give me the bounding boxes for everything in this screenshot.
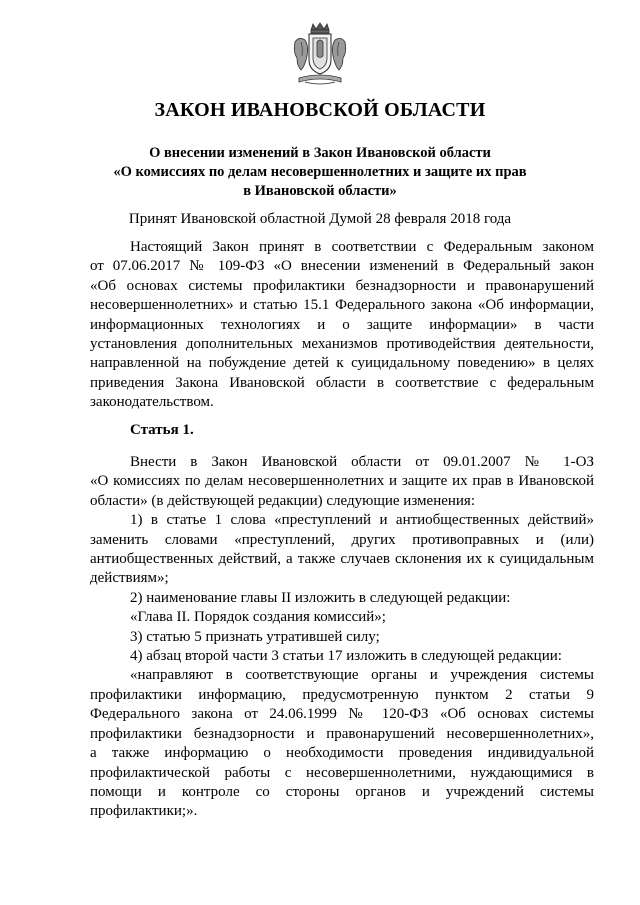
ivanovo-coat-of-arms-icon	[291, 22, 349, 90]
article-line: профилактики информацию, предусмотренную пунктом 2 статьи 9	[90, 686, 594, 703]
preamble-line: приведения Закона Ивановской области в соответствие с федеральным	[90, 374, 594, 391]
article-line: профилактики безнадзорности и правонарушений несовершеннолетних»,	[90, 725, 594, 742]
preamble-line: информационных технологиях и о защите информации» в части	[90, 316, 594, 333]
article-line: 4) абзац второй части 3 статьи 17 изложить в следующей редакции:	[130, 648, 562, 665]
law-subtitle	[90, 144, 550, 201]
article-line: действиям»;	[90, 570, 169, 587]
subtitle-line: в Ивановской области»	[243, 183, 397, 199]
article-line: Федерального закона от 24.06.1999 № 120-ФЗ «Об основах системы	[90, 706, 594, 723]
article-line: области» (в действующей редакции) следующие изменения:	[90, 492, 475, 509]
adoption-note: Принят Ивановской областной Думой 28 февраля 2018 года	[128, 211, 512, 227]
subtitle-line: О внесении изменений в Закон Ивановской области	[149, 145, 491, 161]
article-line: 2) наименование главы II изложить в следующей редакции:	[130, 589, 511, 606]
article-1-body	[90, 453, 594, 822]
article-line: профилактической работы с несовершеннолетними, нуждающимися в	[90, 764, 594, 781]
preamble-line: направленной на побуждение детей к суицидальному поведению» в целях	[90, 355, 594, 372]
preamble-line: несовершеннолетних» и статью 15.1 Федерального закона «Об информации,	[90, 297, 594, 314]
subtitle-line: «О комиссиях по делам несовершеннолетних и защите их прав	[113, 164, 527, 180]
article-line: помощи и контроле со стороны органов и учреждений системы	[90, 783, 594, 800]
article-line: «Глава II. Порядок создания комиссий»;	[130, 609, 386, 626]
preamble-line: установления дополнительных механизмов противодействия деятельности,	[90, 336, 594, 353]
article-line: антиобщественных действий, а также случаев склонения их к суицидальным	[90, 551, 594, 568]
article-line: 3) статью 5 признать утратившей силу;	[130, 628, 380, 645]
article-line: заменить словами «преступлений, других противоправных и (или)	[90, 531, 594, 548]
law-title: ЗАКОН ИВАНОВСКОЙ ОБЛАСТИ	[154, 99, 486, 121]
article-line: Внести в Закон Ивановской области от 09.01.2007 № 1-ОЗ	[130, 454, 594, 470]
article-line: «направляют в соответствующие органы и учреждения системы	[130, 667, 594, 684]
preamble-line: «Об основах системы профилактики безнадзорности и правонарушений	[90, 277, 594, 294]
article-line: а также информацию о необходимости проведения индивидуальной	[90, 745, 594, 762]
article-line: профилактики;».	[90, 803, 198, 820]
article-line: «О комиссиях по делам несовершеннолетних и защите их прав в Ивановской	[90, 473, 594, 490]
article-line: 1) в статье 1 слова «преступлений и антиобщественных действий»	[130, 512, 594, 529]
preamble	[90, 238, 594, 413]
preamble-line: от 07.06.2017 № 109-ФЗ «О внесении изменений в Федеральный закон	[90, 258, 594, 275]
article-1-heading: Статья 1.	[130, 422, 194, 438]
preamble-line: законодательством.	[90, 394, 214, 411]
preamble-line: Настоящий Закон принят в соответствии с Федеральным законом	[130, 239, 594, 255]
